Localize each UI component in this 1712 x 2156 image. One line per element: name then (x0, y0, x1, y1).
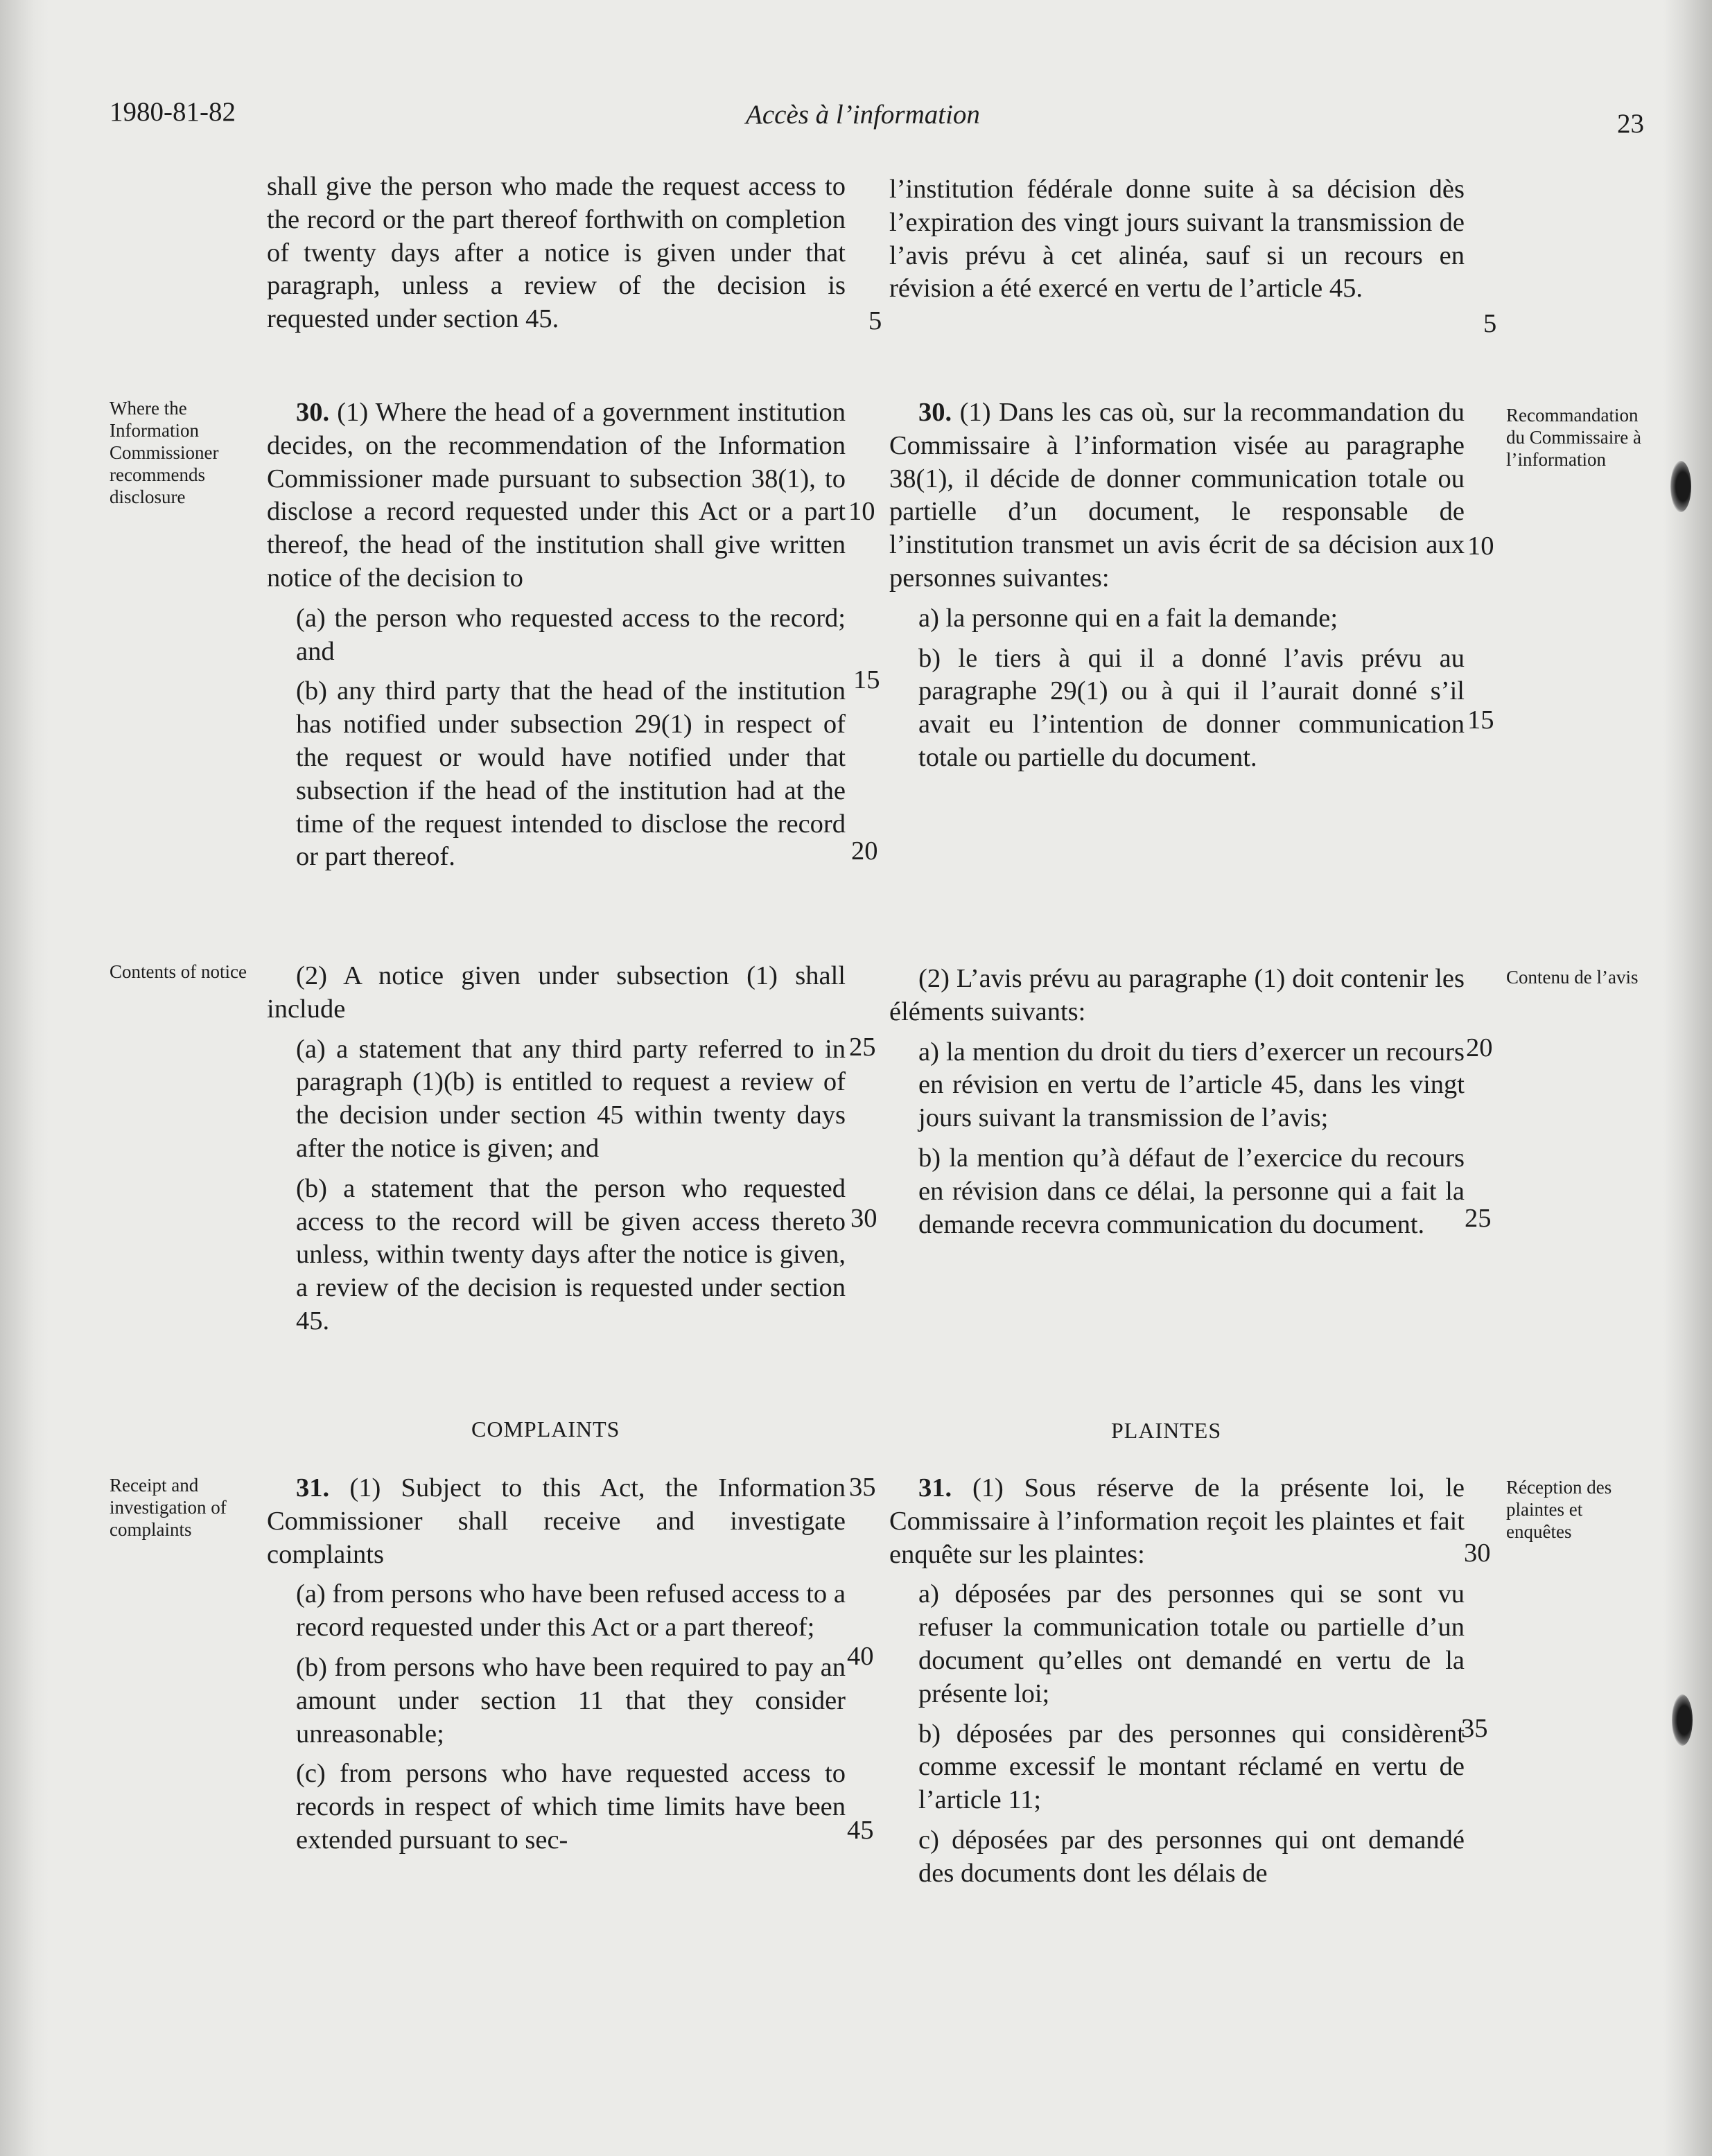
line-number-right-30: 30 (1464, 1539, 1491, 1568)
french-section-30-1: 30. (1) Dans les cas où, sur la recommandation du Commissaire à l’information visée au paragraphe 38(1), il décide de donner communication totale ou partielle d’un document, le responsable de l’institution transmet un avis écrit de sa décision aux personnes suivantes: (889, 398, 1465, 593)
margin-note-fr-30-2: Contenu de l’avis (1506, 967, 1639, 988)
header-page-number: 23 (1617, 109, 1644, 139)
english-section-31-1: 31. (1) Subject to this Act, the Information Commissioner shall receive and investigate complaints (267, 1473, 846, 1569)
header-year: 1980-81-82 (110, 97, 236, 127)
english-section-30-2-a: (a) a statement that any third party referred to in paragraph (1)(b) is entitled to request a review of the decision under section 45 within twenty days after the notice is given; and (296, 1034, 846, 1163)
english-section-31 (267, 1472, 846, 1857)
line-number-right-35: 35 (1461, 1714, 1488, 1743)
line-number-center-35: 35 (849, 1473, 876, 1502)
header-title: Accès à l’information (746, 100, 980, 130)
english-section-number-30: 30. (296, 398, 330, 427)
margin-note-en-30-1: Where the Information Commissioner recommends disclosure (110, 398, 219, 507)
english-heading-complaints: COMPLAINTS (471, 1417, 620, 1441)
line-number-center-40: 40 (847, 1642, 874, 1671)
line-number-right-10: 10 (1467, 532, 1494, 561)
french-section-31-1-c: c) déposées par des personnes qui ont demandé des documents dont les délais de (918, 1825, 1465, 1888)
french-section-number-30: 30. (918, 398, 952, 427)
page-edge-shadow (1663, 0, 1712, 2156)
french-section-30-1-a: a) la personne qui en a fait la demande; (918, 603, 1338, 633)
french-section-number-31: 31. (918, 1473, 952, 1502)
english-section-31-1-a: (a) from persons who have been refused access to a record requested under this Act or a part thereof; (296, 1579, 846, 1642)
line-number-right-5: 5 (1483, 309, 1497, 338)
line-number-right-20: 20 (1466, 1033, 1493, 1062)
line-number-right-25: 25 (1465, 1204, 1492, 1233)
french-section-30-2-a: a) la mention du droit du tiers d’exercer un recours en révision en vertu de l’article 45, dans les vingt jours suivant la transmission de l’avis; (918, 1037, 1465, 1133)
line-number-center-20: 20 (851, 836, 878, 866)
french-section-30-2-b: b) la mention qu’à défaut de l’exercice du recours en révision dans ce délai, la personne qui a fait la demande recevra communication du document. (918, 1143, 1465, 1239)
french-text-block-1 (889, 173, 1465, 306)
english-section-30-1: 30. (1) Where the head of a government institution decides, on the recommendation of the Information Commissioner made pursuant to subsection 38(1), to disclose a record requested under this Act or a part thereof, the head of the institution shall give written notice of the decision to (267, 398, 846, 593)
line-number-right-15: 15 (1467, 705, 1494, 735)
english-continuation-paragraph: shall give the person who made the request access to the record or the part thereof forthwith on completion of twenty days after a notice is given under that paragraph, unless a review of the decision is requested under section 45. (267, 172, 846, 334)
english-section-31-1-c: (c) from persons who have requested access to records in respect of which time limits have been extended pursuant to sec- (296, 1759, 846, 1855)
binding-hole-top (1670, 461, 1691, 512)
french-heading-plaintes: PLAINTES (1111, 1418, 1222, 1443)
margin-note-fr-30-1: Recommandation du Commissaire à l’information (1506, 405, 1641, 470)
french-section-31-1-a: a) déposées par des personnes qui se sont vu refuser la communication totale ou partielle d’un document qu’elles ont demandé en vertu de la présente loi; (918, 1579, 1465, 1708)
french-section-30-2: (2) L’avis prévu au paragraphe (1) doit contenir les éléments suivants: (889, 964, 1465, 1026)
french-section-30-2-block (889, 963, 1465, 1241)
margin-note-fr-31-1: Réception des plaintes et enquêtes (1506, 1477, 1612, 1542)
french-continuation-paragraph: l’institution fédérale donne suite à sa décision dès l’expiration des vingt jours suivant la transmission de l’avis prévu à cet alinéa, sauf si un recours en révision a été exercé en vertu de l’article 45. (889, 175, 1465, 304)
binding-hole-bottom (1672, 1694, 1693, 1746)
french-section-30-1-b: b) le tiers à qui il a donné l’avis prévu au paragraphe 29(1) ou à qui il l’aurait donné s’il avait eu l’intention de donner communication totale ou partielle du document. (918, 643, 1465, 772)
line-number-center-45: 45 (847, 1816, 874, 1845)
french-section-30 (889, 396, 1465, 775)
french-section-31 (889, 1472, 1465, 1891)
english-section-30-2: (2) A notice given under subsection (1) shall include (267, 961, 846, 1024)
margin-note-en-30-2: Contents of notice (110, 961, 247, 982)
french-section-31-1: 31. (1) Sous réserve de la présente loi, le Commissaire à l’information reçoit les plaintes et fait enquête sur les plaintes: (889, 1473, 1465, 1569)
margin-note-en-31-1: Receipt and investigation of complaints (110, 1475, 227, 1540)
english-section-30-2-b: (b) a statement that the person who requested access to the record will be given access thereto unless, within twenty days after the notice is given, a review of the decision is requested under section 45. (296, 1173, 846, 1335)
line-number-center-5: 5 (868, 306, 882, 335)
page-gutter-shadow (0, 0, 49, 2156)
english-section-30-2-block (267, 960, 846, 1338)
line-number-center-15: 15 (853, 665, 880, 694)
line-number-center-25: 25 (849, 1033, 876, 1062)
english-text-block-1 (267, 170, 846, 336)
french-section-31-1-b: b) déposées par des personnes qui considèrent comme excessif le montant réclamé en vertu de l’article 11; (918, 1719, 1465, 1815)
english-section-31-1-b: (b) from persons who have been required to pay an amount under section 11 that they consider unreasonable; (296, 1652, 846, 1749)
line-number-center-30: 30 (850, 1204, 877, 1233)
english-section-number-31: 31. (296, 1473, 330, 1502)
english-section-30 (267, 396, 846, 874)
line-number-center-10: 10 (848, 497, 875, 526)
english-section-30-1-a: (a) the person who requested access to the record; and (296, 603, 846, 666)
english-section-30-1-b: (b) any third party that the head of the institution has notified under subsection 29(1) in respect of the request or would have notified under that subsection if the head of the institution had at the time of the request intended to disclose the record or part thereof. (296, 676, 846, 872)
